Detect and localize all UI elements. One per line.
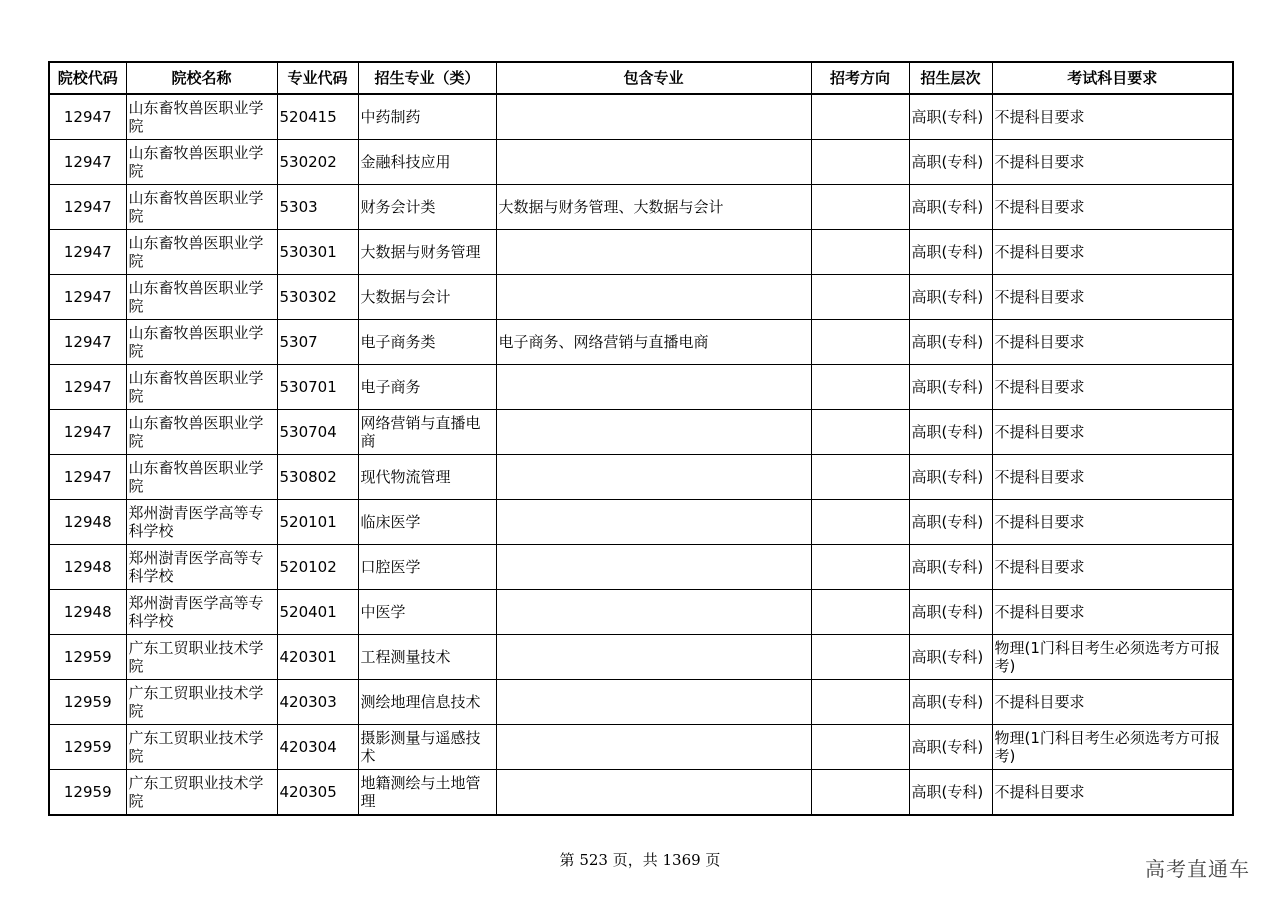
cell-subject-requirement: 不提科目要求 — [992, 140, 1233, 185]
cell-major: 金融科技应用 — [358, 140, 496, 185]
cell-included-majors — [496, 365, 811, 410]
cell-included-majors — [496, 275, 811, 320]
cell-major-code: 530704 — [277, 410, 358, 455]
cell-included-majors — [496, 680, 811, 725]
cell-direction — [811, 545, 909, 590]
cell-school-name: 郑州澍青医学高等专科学校 — [126, 590, 277, 635]
cell-subject-requirement: 物理(1门科目考生必须选考方可报考) — [992, 635, 1233, 680]
table-row — [49, 140, 1233, 185]
cell-subject-requirement: 不提科目要求 — [992, 770, 1233, 816]
cell-direction — [811, 770, 909, 816]
cell-direction — [811, 725, 909, 770]
cell-subject-requirement: 不提科目要求 — [992, 590, 1233, 635]
header-level: 招生层次 — [909, 62, 992, 94]
cell-school-name: 郑州澍青医学高等专科学校 — [126, 500, 277, 545]
cell-major-code: 420304 — [277, 725, 358, 770]
table-row — [49, 455, 1233, 500]
cell-included-majors — [496, 94, 811, 140]
cell-included-majors — [496, 725, 811, 770]
cell-school-name: 山东畜牧兽医职业学院 — [126, 94, 277, 140]
cell-direction — [811, 140, 909, 185]
cell-major: 网络营销与直播电商 — [358, 410, 496, 455]
cell-school-code: 12947 — [49, 140, 126, 185]
table-row — [49, 230, 1233, 275]
cell-major-code: 520415 — [277, 94, 358, 140]
table-row — [49, 410, 1233, 455]
cell-included-majors — [496, 500, 811, 545]
cell-direction — [811, 94, 909, 140]
cell-major: 大数据与财务管理 — [358, 230, 496, 275]
cell-school-name: 山东畜牧兽医职业学院 — [126, 185, 277, 230]
cell-major: 电子商务类 — [358, 320, 496, 365]
cell-major: 口腔医学 — [358, 545, 496, 590]
header-school-code: 院校代码 — [49, 62, 126, 94]
cell-school-code: 12947 — [49, 365, 126, 410]
cell-subject-requirement: 不提科目要求 — [992, 185, 1233, 230]
header-direction: 招考方向 — [811, 62, 909, 94]
cell-level: 高职(专科) — [909, 365, 992, 410]
cell-level: 高职(专科) — [909, 94, 992, 140]
cell-included-majors: 电子商务、网络营销与直播电商 — [496, 320, 811, 365]
cell-major: 地籍测绘与土地管理 — [358, 770, 496, 816]
cell-major-code: 520101 — [277, 500, 358, 545]
cell-direction — [811, 320, 909, 365]
table-header-row — [49, 62, 1233, 94]
header-major: 招生专业（类） — [358, 62, 496, 94]
cell-included-majors — [496, 545, 811, 590]
cell-level: 高职(专科) — [909, 230, 992, 275]
cell-direction — [811, 590, 909, 635]
cell-direction — [811, 680, 909, 725]
cell-subject-requirement: 不提科目要求 — [992, 365, 1233, 410]
cell-subject-requirement: 不提科目要求 — [992, 275, 1233, 320]
cell-level: 高职(专科) — [909, 410, 992, 455]
admissions-table — [48, 61, 1234, 816]
cell-subject-requirement: 不提科目要求 — [992, 680, 1233, 725]
cell-subject-requirement: 物理(1门科目考生必须选考方可报考) — [992, 725, 1233, 770]
cell-school-name: 山东畜牧兽医职业学院 — [126, 365, 277, 410]
cell-major: 中医学 — [358, 590, 496, 635]
cell-school-code: 12947 — [49, 185, 126, 230]
cell-major-code: 520401 — [277, 590, 358, 635]
cell-included-majors — [496, 410, 811, 455]
cell-school-code: 12947 — [49, 275, 126, 320]
table-row — [49, 320, 1233, 365]
cell-subject-requirement: 不提科目要求 — [992, 545, 1233, 590]
cell-major-code: 530302 — [277, 275, 358, 320]
cell-level: 高职(专科) — [909, 635, 992, 680]
cell-school-code: 12947 — [49, 455, 126, 500]
cell-included-majors — [496, 635, 811, 680]
table-row — [49, 590, 1233, 635]
cell-included-majors — [496, 230, 811, 275]
table-row — [49, 185, 1233, 230]
cell-major-code: 530202 — [277, 140, 358, 185]
cell-major-code: 5303 — [277, 185, 358, 230]
watermark: 高考直通车 — [1145, 857, 1250, 881]
cell-major: 现代物流管理 — [358, 455, 496, 500]
table-row — [49, 94, 1233, 140]
cell-major: 临床医学 — [358, 500, 496, 545]
cell-school-code: 12947 — [49, 230, 126, 275]
cell-direction — [811, 500, 909, 545]
cell-school-code: 12947 — [49, 94, 126, 140]
cell-school-name: 山东畜牧兽医职业学院 — [126, 230, 277, 275]
cell-major-code: 420303 — [277, 680, 358, 725]
cell-school-name: 广东工贸职业技术学院 — [126, 680, 277, 725]
cell-level: 高职(专科) — [909, 770, 992, 816]
cell-school-name: 广东工贸职业技术学院 — [126, 635, 277, 680]
cell-school-code: 12948 — [49, 590, 126, 635]
table-row — [49, 500, 1233, 545]
cell-level: 高职(专科) — [909, 185, 992, 230]
cell-major-code: 530701 — [277, 365, 358, 410]
cell-school-name: 山东畜牧兽医职业学院 — [126, 140, 277, 185]
cell-major-code: 420301 — [277, 635, 358, 680]
cell-school-name: 郑州澍青医学高等专科学校 — [126, 545, 277, 590]
table-row — [49, 635, 1233, 680]
cell-school-name: 山东畜牧兽医职业学院 — [126, 320, 277, 365]
header-included-majors: 包含专业 — [496, 62, 811, 94]
cell-school-name: 山东畜牧兽医职业学院 — [126, 275, 277, 320]
cell-major: 摄影测量与遥感技术 — [358, 725, 496, 770]
cell-major-code: 530301 — [277, 230, 358, 275]
cell-school-code: 12959 — [49, 680, 126, 725]
cell-school-code: 12947 — [49, 410, 126, 455]
cell-major: 财务会计类 — [358, 185, 496, 230]
cell-major: 中药制药 — [358, 94, 496, 140]
cell-major: 测绘地理信息技术 — [358, 680, 496, 725]
cell-major: 电子商务 — [358, 365, 496, 410]
cell-school-code: 12948 — [49, 545, 126, 590]
cell-subject-requirement: 不提科目要求 — [992, 94, 1233, 140]
cell-school-code: 12959 — [49, 635, 126, 680]
cell-school-code: 12947 — [49, 320, 126, 365]
cell-school-code: 12959 — [49, 770, 126, 816]
cell-direction — [811, 410, 909, 455]
cell-major-code: 420305 — [277, 770, 358, 816]
cell-included-majors — [496, 770, 811, 816]
cell-level: 高职(专科) — [909, 140, 992, 185]
cell-level: 高职(专科) — [909, 590, 992, 635]
cell-subject-requirement: 不提科目要求 — [992, 410, 1233, 455]
table-row — [49, 545, 1233, 590]
cell-major: 工程测量技术 — [358, 635, 496, 680]
cell-direction — [811, 185, 909, 230]
cell-school-name: 广东工贸职业技术学院 — [126, 770, 277, 816]
cell-direction — [811, 365, 909, 410]
header-school-name: 院校名称 — [126, 62, 277, 94]
table-row — [49, 680, 1233, 725]
header-major-code: 专业代码 — [277, 62, 358, 94]
cell-subject-requirement: 不提科目要求 — [992, 320, 1233, 365]
cell-level: 高职(专科) — [909, 725, 992, 770]
cell-level: 高职(专科) — [909, 545, 992, 590]
cell-subject-requirement: 不提科目要求 — [992, 455, 1233, 500]
cell-direction — [811, 230, 909, 275]
cell-subject-requirement: 不提科目要求 — [992, 230, 1233, 275]
cell-major-code: 520102 — [277, 545, 358, 590]
cell-school-code: 12959 — [49, 725, 126, 770]
cell-included-majors — [496, 455, 811, 500]
cell-included-majors — [496, 140, 811, 185]
cell-level: 高职(专科) — [909, 680, 992, 725]
cell-school-name: 山东畜牧兽医职业学院 — [126, 455, 277, 500]
page-number: 第 523 页，共 1369 页 — [559, 851, 721, 869]
cell-major: 大数据与会计 — [358, 275, 496, 320]
table-row — [49, 770, 1233, 816]
cell-direction — [811, 455, 909, 500]
cell-level: 高职(专科) — [909, 500, 992, 545]
cell-subject-requirement: 不提科目要求 — [992, 500, 1233, 545]
table-row — [49, 275, 1233, 320]
cell-major-code: 5307 — [277, 320, 358, 365]
cell-level: 高职(专科) — [909, 455, 992, 500]
cell-direction — [811, 635, 909, 680]
table-row — [49, 725, 1233, 770]
cell-school-name: 山东畜牧兽医职业学院 — [126, 410, 277, 455]
cell-direction — [811, 275, 909, 320]
cell-major-code: 530802 — [277, 455, 358, 500]
header-subject-requirement: 考试科目要求 — [992, 62, 1233, 94]
cell-school-code: 12948 — [49, 500, 126, 545]
cell-level: 高职(专科) — [909, 275, 992, 320]
cell-included-majors: 大数据与财务管理、大数据与会计 — [496, 185, 811, 230]
table-row — [49, 365, 1233, 410]
cell-included-majors — [496, 590, 811, 635]
cell-school-name: 广东工贸职业技术学院 — [126, 725, 277, 770]
cell-level: 高职(专科) — [909, 320, 992, 365]
